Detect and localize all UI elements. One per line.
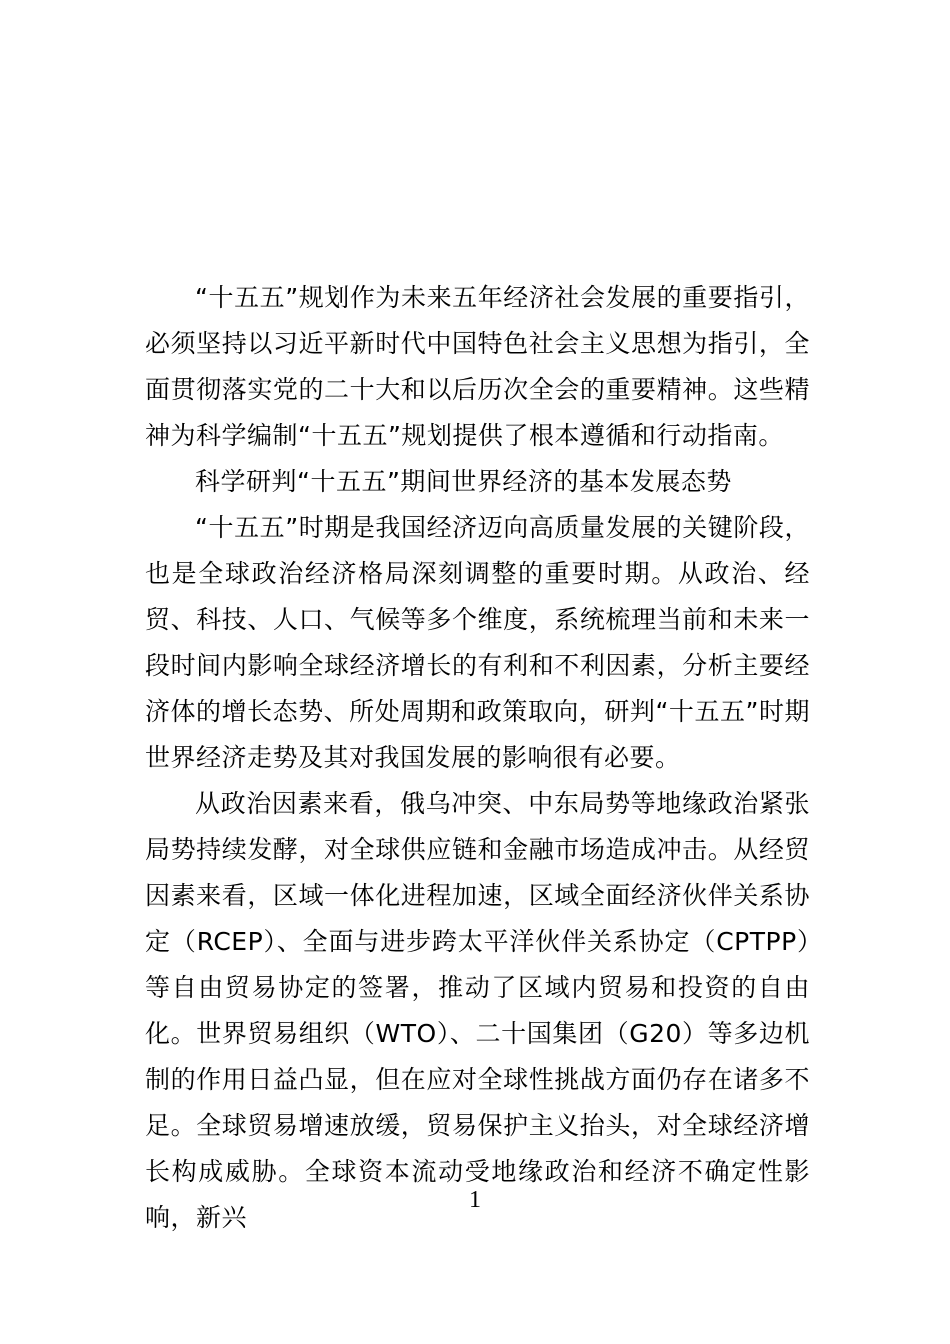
page-number: 1 <box>469 1187 481 1213</box>
paragraph-factors: 从政治因素来看，俄乌冲突、中东局势等地缘政治紧张局势持续发酵，对全球供应链和金融市场造成冲击。从经贸因素来看，区域一体化进程加速，区域全面经济伙伴关系协定（RCEP）、全面与进步跨太平洋伙伴关系协定（CPTPP）等自由贸易协定的签署，推动了区域内贸易和投资的自由化。世界贸易组织（WTO）、二十国集团（G20）等多边机制的作用日益凸显，但在应对全球性挑战方面仍存在诸多不足。全球贸易增速放缓，贸易保护主义抬头，对全球经济增长构成威胁。全球资本流动受地缘政治和经济不确定性影响，新兴 <box>145 789 810 1232</box>
paragraph-intro: “十五五”规划作为未来五年经济社会发展的重要指引，必须坚持以习近平新时代中国特色社会主义思想为指引，全面贯彻落实党的二十大和以后历次全会的重要精神。这些精神为科学编制“十五五”规划提供了根本遵循和行动指南。 <box>145 283 810 450</box>
paragraph-period: “十五五”时期是我国经济迈向高质量发展的关键阶段，也是全球政治经济格局深刻调整的重要时期。从政治、经贸、科技、人口、气候等多个维度，系统梳理当前和未来一段时间内影响全球经济增长的有利和不利因素，分析主要经济体的增长态势、所处周期和政策取向，研判“十五五”时期世界经济走势及其对我国发展的影响很有必要。 <box>145 513 810 772</box>
body-text <box>145 275 810 1241</box>
section-heading: 科学研判“十五五”期间世界经济的基本发展态势 <box>195 467 732 496</box>
